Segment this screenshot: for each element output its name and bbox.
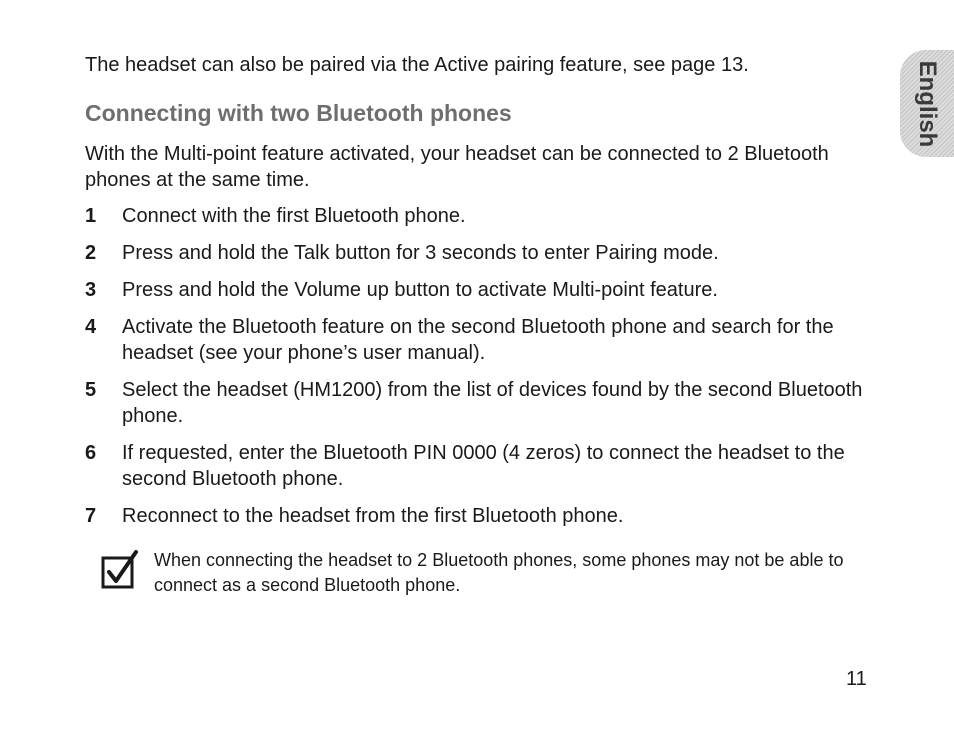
step-text: If requested, enter the Bluetooth PIN 0000 (4 zeros) to connect the headset to the second Bluetooth phone.	[122, 442, 845, 490]
note-box	[100, 548, 860, 598]
page-number: 11	[846, 668, 867, 690]
step-text: Reconnect to the headset from the first Bluetooth phone.	[122, 505, 624, 527]
note-text: When connecting the headset to 2 Bluetooth phones, some phones may not be able to connect as a second Bluetooth phone.	[154, 550, 844, 595]
language-tab-label: English	[914, 60, 941, 147]
step-number: 6	[85, 442, 97, 464]
step-item	[85, 314, 875, 366]
step-text: Press and hold the Volume up button to activate Multi-point feature.	[122, 279, 718, 301]
step-item	[85, 377, 875, 429]
step-number: 5	[85, 379, 97, 401]
language-tab	[900, 50, 954, 157]
step-item	[85, 277, 875, 303]
step-number: 7	[85, 505, 97, 527]
step-item	[85, 240, 875, 266]
step-item	[85, 203, 875, 229]
step-text: Select the headset (HM1200) from the list of devices found by the second Bluetooth phone.	[122, 379, 863, 427]
section-paragraph: With the Multi-point feature activated, your headset can be connected to 2 Bluetooth phones at the same time.	[85, 143, 829, 191]
step-text: Connect with the first Bluetooth phone.	[122, 205, 466, 227]
step-number: 3	[85, 279, 97, 301]
intro-paragraph: The headset can also be paired via the Active pairing feature, see page 13.	[85, 54, 749, 76]
step-number: 1	[85, 205, 97, 227]
section-heading: Connecting with two Bluetooth phones	[85, 100, 512, 126]
step-item	[85, 440, 875, 492]
steps-list	[85, 203, 875, 540]
checkbox-checked-icon	[100, 548, 140, 590]
step-number: 2	[85, 242, 97, 264]
step-text: Activate the Bluetooth feature on the second Bluetooth phone and search for the headset (see your phone’s user manual).	[122, 316, 834, 364]
step-number: 4	[85, 316, 97, 338]
step-item	[85, 503, 875, 529]
step-text: Press and hold the Talk button for 3 seconds to enter Pairing mode.	[122, 242, 719, 264]
